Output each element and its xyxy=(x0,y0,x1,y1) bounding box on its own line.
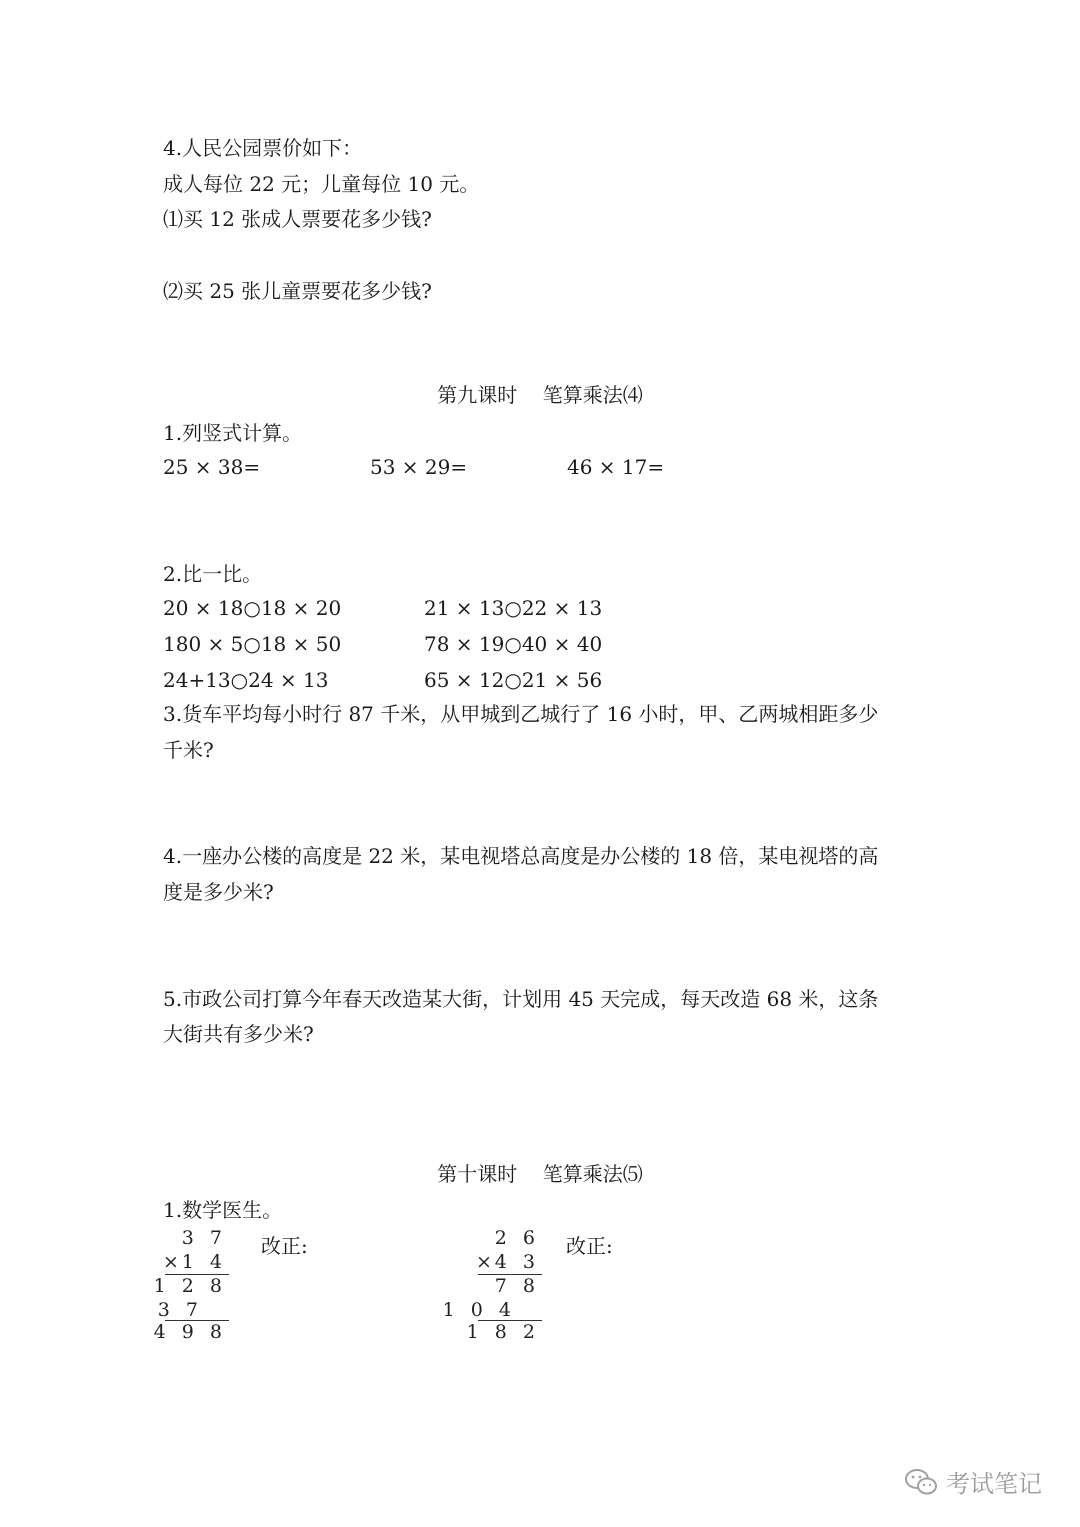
compare-item: 20 × 18○18 × 20 xyxy=(163,596,342,620)
q4-prices: 成人每位 22 元；儿童每位 10 元。 xyxy=(163,172,480,196)
calc-partial2: 1 0 4 xyxy=(442,1299,516,1321)
vertical-calculation xyxy=(153,1226,233,1343)
lesson9-title: 第九课时 笔算乘法⑷ xyxy=(437,383,643,407)
watermark xyxy=(904,1464,1042,1499)
l9-q3-line1: 3.货车平均每小时行 87 千米，从甲城到乙城行了 16 小时，甲、乙两城相距多少 xyxy=(163,702,879,726)
q4-title: 4.人民公园票价如下： xyxy=(163,136,363,160)
l9-q4-line1: 4.一座办公楼的高度是 22 米，某电视塔总高度是办公楼的 18 倍，某电视塔的高 xyxy=(163,844,879,868)
calc-multiplier: 1 4 xyxy=(181,1251,227,1273)
calc-partial2: 3 7 xyxy=(157,1299,203,1321)
times-sign: × xyxy=(476,1251,497,1273)
compare-item: 180 × 5○18 × 50 xyxy=(163,632,342,656)
l9-q1-title: 1.列竖式计算。 xyxy=(163,421,303,445)
compare-item: 65 × 12○21 × 56 xyxy=(424,668,603,692)
vertical-calculation xyxy=(442,1226,546,1343)
wechat-icon xyxy=(904,1467,938,1497)
l10-q1-title: 1.数学医生。 xyxy=(163,1198,283,1222)
l9-q2-title: 2.比一比。 xyxy=(163,562,263,586)
calc-partial1: 7 8 xyxy=(494,1275,540,1297)
compare-item: 21 × 13○22 × 13 xyxy=(424,596,603,620)
compare-item: 78 × 19○40 × 40 xyxy=(424,632,603,656)
calc-result: 4 9 8 xyxy=(153,1321,227,1343)
calc-multiplier: 4 3 xyxy=(494,1251,540,1273)
calc-partial1: 1 2 8 xyxy=(153,1275,227,1297)
l9-q3-line2: 千米? xyxy=(163,738,214,762)
l9-q1-item: 53 × 29= xyxy=(370,455,468,479)
q4-part2: ⑵买 25 张儿童票要花多少钱? xyxy=(163,279,432,303)
calc-top-number: 3 7 xyxy=(181,1227,227,1249)
l9-q1-item: 46 × 17= xyxy=(567,455,665,479)
q4-part1: ⑴买 12 张成人票要花多少钱? xyxy=(163,207,432,231)
l9-q5-line2: 大街共有多少米? xyxy=(163,1022,314,1046)
calc-result: 1 8 2 xyxy=(466,1321,540,1343)
times-sign: × xyxy=(163,1251,184,1273)
l9-q1-item: 25 × 38= xyxy=(163,455,261,479)
watermark-text: 考试笔记 xyxy=(946,1470,1042,1498)
correction-label: 改正: xyxy=(566,1234,613,1258)
l9-q5-line1: 5.市政公司打算今年春天改造某大街，计划用 45 天完成，每天改造 68 米，这条 xyxy=(163,987,879,1011)
lesson10-title: 第十课时 笔算乘法⑸ xyxy=(437,1162,643,1186)
compare-item: 24+13○24 × 13 xyxy=(163,668,329,692)
correction-label: 改正: xyxy=(261,1234,308,1258)
calc-top-number: 2 6 xyxy=(494,1227,540,1249)
l9-q4-line2: 度是多少米? xyxy=(163,880,274,904)
